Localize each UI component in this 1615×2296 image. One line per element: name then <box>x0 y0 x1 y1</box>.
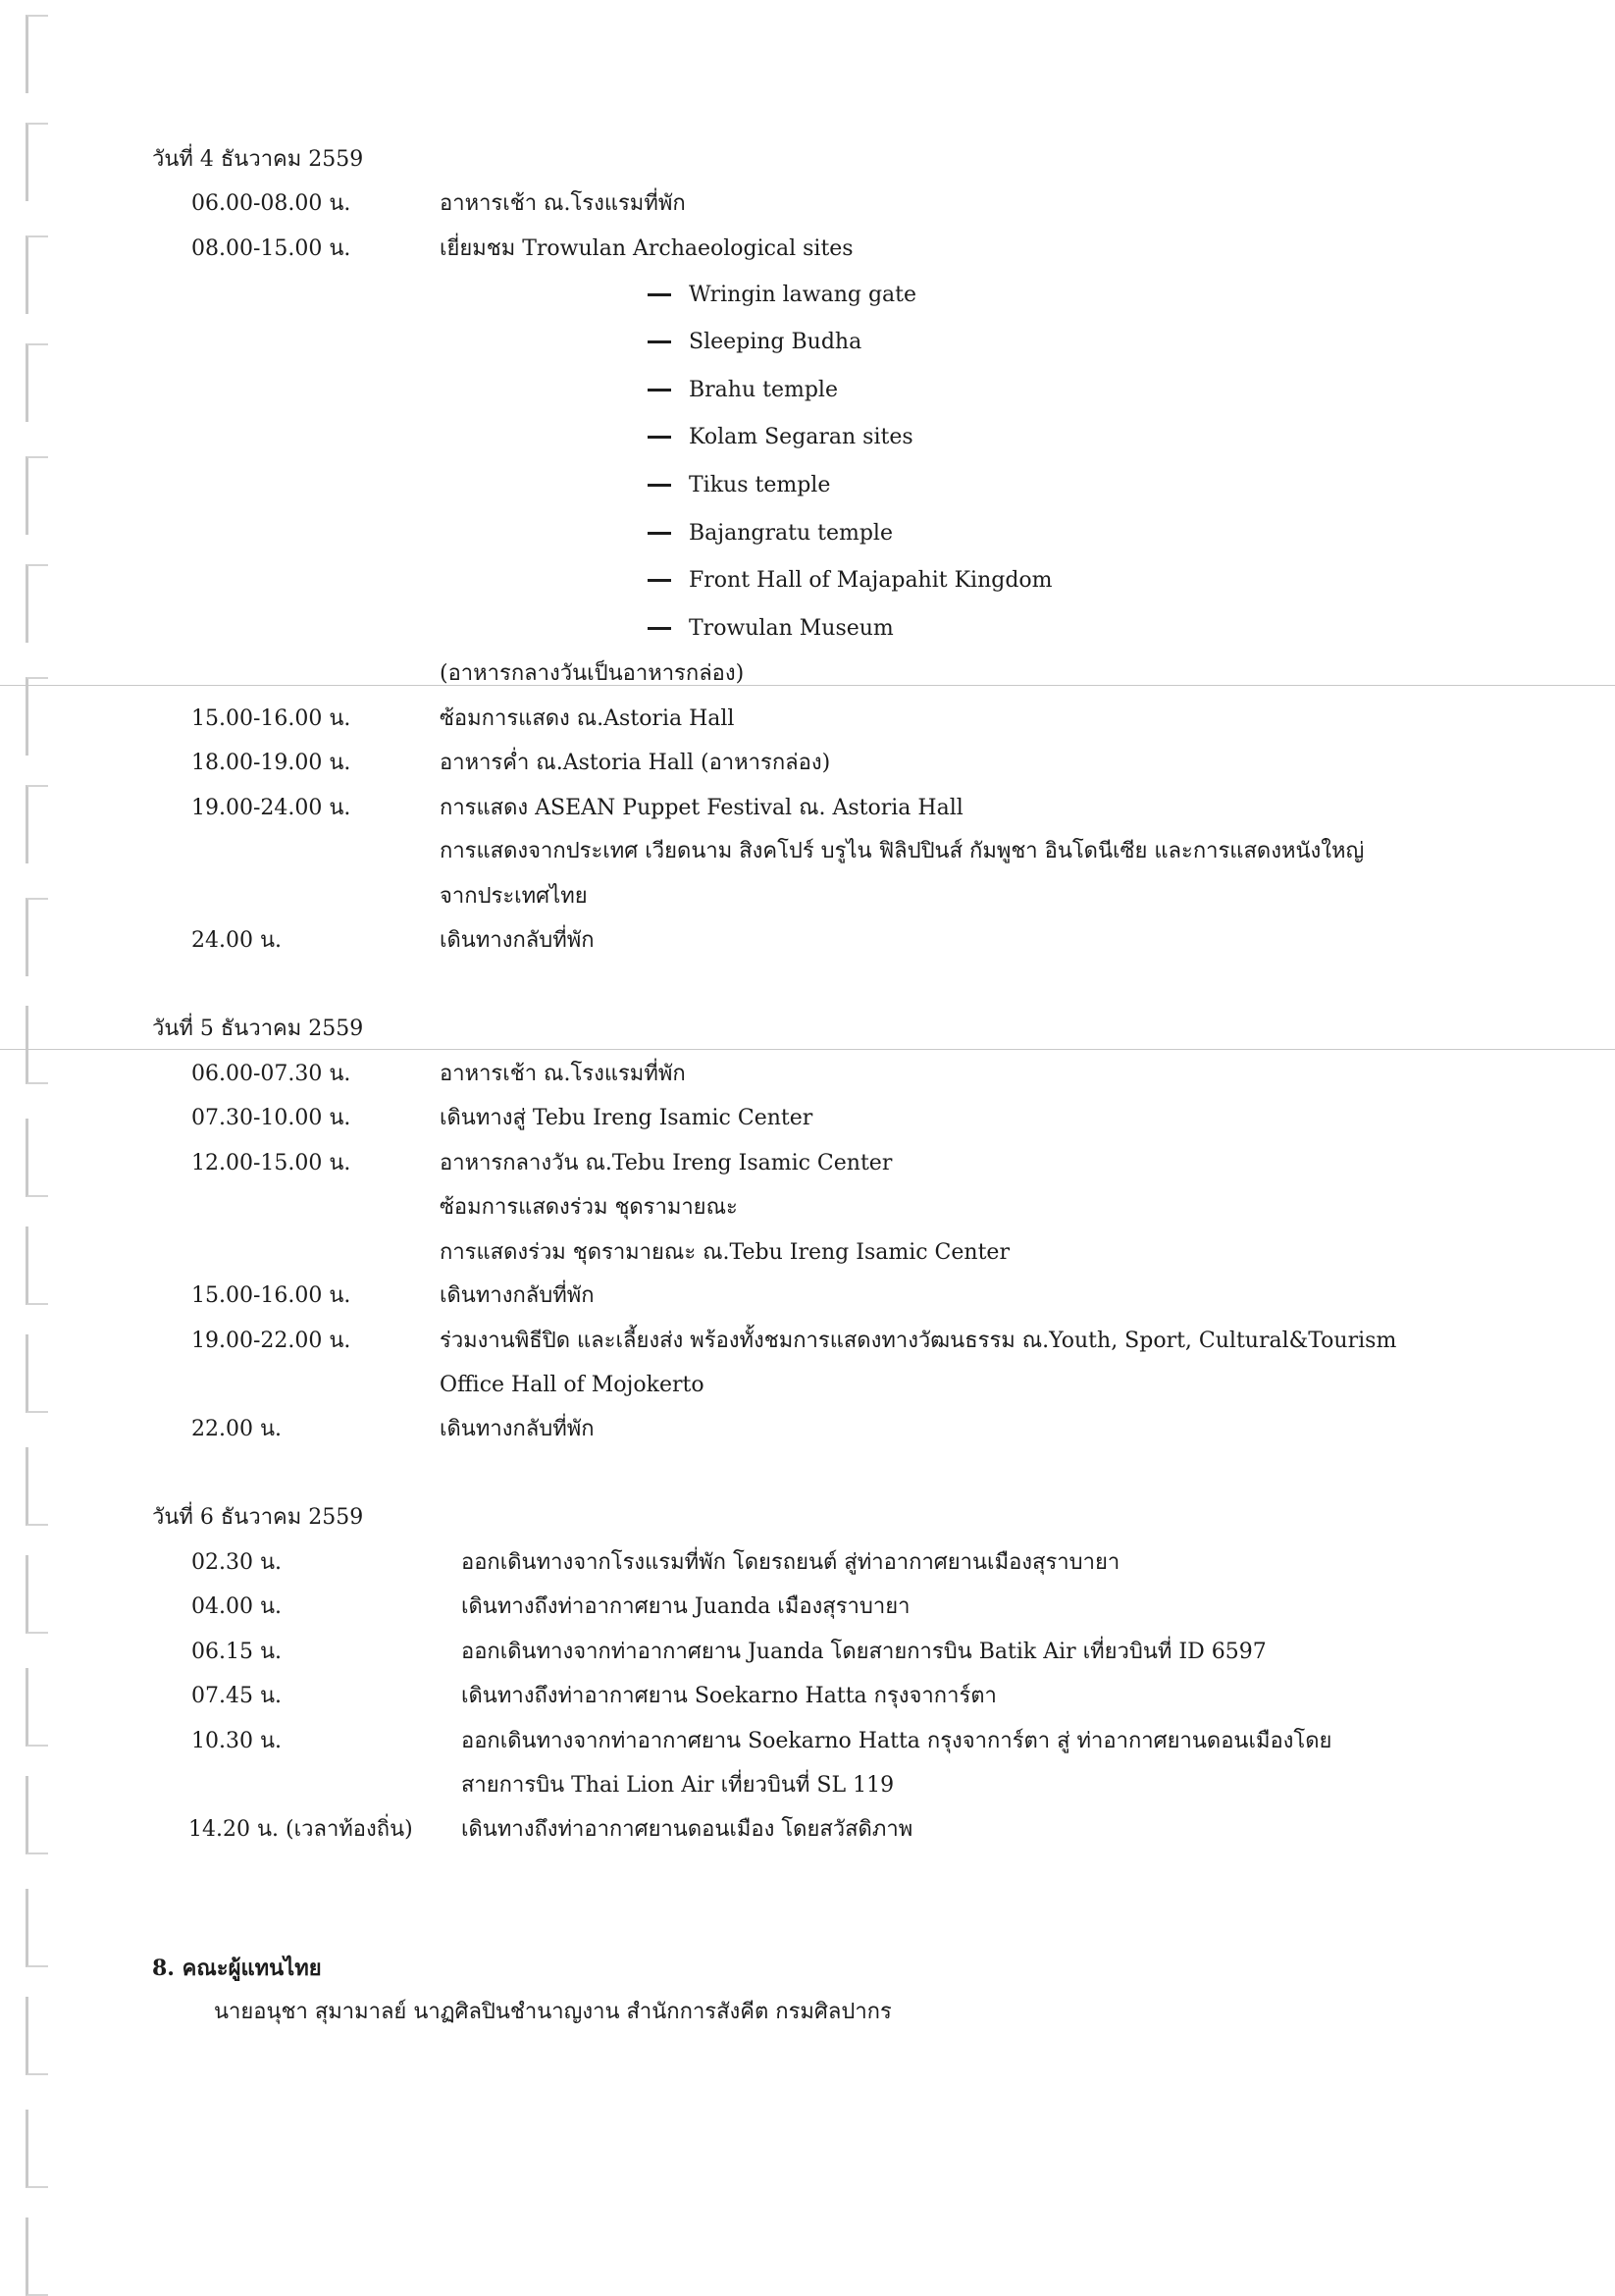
schedule-activity: เดินทางกลับที่พัก <box>440 1417 595 1441</box>
dash-bullet <box>648 293 671 296</box>
schedule-time: 10.30 น. <box>191 1729 283 1753</box>
schedule-time: 12.00-15.00 น. <box>191 1151 351 1175</box>
binder-mark <box>26 343 48 422</box>
dash-bullet <box>648 627 671 630</box>
binder-mark <box>26 1668 48 1747</box>
site-name: Tikus temple <box>689 473 831 497</box>
binder-mark <box>26 1555 48 1634</box>
binder-mark <box>26 677 48 756</box>
binder-mark <box>26 1006 48 1084</box>
schedule-activity: เยี่ยมชม Trowulan Archaeological sites <box>440 236 854 261</box>
schedule-activity: เดินทางถึงท่าอากาศยานดอนเมือง โดยสวัสดิภาพ <box>461 1817 913 1842</box>
binder-mark <box>26 1889 48 1967</box>
day6-heading: วันที่ 6 ธันวาคม 2559 <box>152 1505 364 1530</box>
schedule-activity: ออกเดินทางจากท่าอากาศยาน Soekarno Hatta กรุงจาการ์ตา สู่ ท่าอากาศยานดอนเมืองโดย <box>461 1729 1332 1753</box>
binder-mark <box>26 456 48 535</box>
schedule-activity: อาหารเช้า ณ.โรงแรมที่พัก <box>440 191 686 216</box>
schedule-time: 24.00 น. <box>191 928 283 953</box>
binder-mark <box>26 1447 48 1526</box>
schedule-activity: Office Hall of Mojokerto <box>440 1373 704 1397</box>
schedule-time: 22.00 น. <box>191 1417 283 1441</box>
schedule-time: 18.00-19.00 น. <box>191 751 351 775</box>
binder-mark <box>26 898 48 976</box>
site-name: Brahu temple <box>689 378 838 402</box>
schedule-activity: เดินทางถึงท่าอากาศยาน Juanda เมืองสุราบายา <box>461 1594 911 1619</box>
schedule-time: 06.00-07.30 น. <box>191 1062 351 1086</box>
section-body: นายอนุชา สุมามาลย์ นาฏศิลปินชำนาญงาน สำนักการสังคีต กรมศิลปากร <box>214 2000 892 2024</box>
binder-mark <box>26 15 48 93</box>
schedule-activity: ซ้อมการแสดง ณ.Astoria Hall <box>440 706 735 731</box>
dash-bullet <box>648 340 671 343</box>
schedule-activity: เดินทางกลับที่พัก <box>440 928 595 953</box>
dash-bullet <box>648 484 671 487</box>
binder-mark <box>26 564 48 643</box>
binder-mark <box>26 1997 48 2075</box>
binder-mark <box>26 1334 48 1413</box>
binder-mark <box>26 2110 48 2188</box>
day4-heading: วันที่ 4 ธันวาคม 2559 <box>152 147 364 172</box>
schedule-activity: ออกเดินทางจากท่าอากาศยาน Juanda โดยสายการบิน Batik Air เที่ยวบินที่ ID 6597 <box>461 1640 1267 1664</box>
binder-mark <box>26 123 48 201</box>
schedule-activity: อาหารกลางวัน ณ.Tebu Ireng Isamic Center <box>440 1151 893 1175</box>
schedule-activity: อาหารค่ำ ณ.Astoria Hall (อาหารกล่อง) <box>440 751 831 775</box>
schedule-activity: ออกเดินทางจากโรงแรมที่พัก โดยรถยนต์ สู่ท่าอากาศยานเมืองสุราบายา <box>461 1550 1120 1575</box>
lunch-note: (อาหารกลางวันเป็นอาหารกล่อง) <box>440 661 745 686</box>
fold-line <box>0 1049 1615 1050</box>
binder-mark <box>26 785 48 863</box>
binder-mark <box>26 2218 48 2296</box>
site-name: Trowulan Museum <box>689 616 894 641</box>
schedule-time: 06.15 น. <box>191 1640 283 1664</box>
schedule-time: 08.00-15.00 น. <box>191 236 351 261</box>
schedule-activity: ซ้อมการแสดงร่วม ชุดรามายณะ <box>440 1195 738 1220</box>
section-title: 8. คณะผู้แทนไทย <box>152 1956 322 1981</box>
schedule-activity: การแสดง ASEAN Puppet Festival ณ. Astoria Hall <box>440 796 964 820</box>
schedule-activity: สายการบิน Thai Lion Air เที่ยวบินที่ SL 119 <box>461 1773 895 1798</box>
binder-mark <box>26 1776 48 1854</box>
dash-bullet <box>648 579 671 582</box>
schedule-time: 15.00-16.00 น. <box>191 1283 351 1308</box>
dash-bullet <box>648 389 671 391</box>
schedule-time: 04.00 น. <box>191 1594 283 1619</box>
schedule-activity: การแสดงร่วม ชุดรามายณะ ณ.Tebu Ireng Isamic Center <box>440 1240 1010 1265</box>
binder-mark <box>26 1226 48 1305</box>
schedule-activity: อาหารเช้า ณ.โรงแรมที่พัก <box>440 1062 686 1086</box>
dash-bullet <box>648 436 671 439</box>
site-name: Wringin lawang gate <box>689 283 917 307</box>
schedule-time: 19.00-24.00 น. <box>191 796 351 820</box>
site-name: Bajangratu temple <box>689 521 893 546</box>
schedule-activity: จากประเทศไทย <box>440 884 588 909</box>
dash-bullet <box>648 532 671 535</box>
schedule-activity: เดินทางสู่ Tebu Ireng Isamic Center <box>440 1106 813 1130</box>
day5-heading: วันที่ 5 ธันวาคม 2559 <box>152 1017 364 1041</box>
schedule-time: 19.00-22.00 น. <box>191 1329 351 1353</box>
schedule-time: 02.30 น. <box>191 1550 283 1575</box>
schedule-activity: เดินทางกลับที่พัก <box>440 1283 595 1308</box>
schedule-activity: เดินทางถึงท่าอากาศยาน Soekarno Hatta กรุงจาการ์ตา <box>461 1684 997 1708</box>
binder-mark <box>26 235 48 314</box>
schedule-activity: ร่วมงานพิธีปิด และเลี้ยงส่ง พร้องทั้งชมการแสดงทางวัฒนธรรม ณ.Youth, Sport, Cultural&Tourism <box>440 1329 1397 1353</box>
schedule-time: 07.30-10.00 น. <box>191 1106 351 1130</box>
schedule-time: 15.00-16.00 น. <box>191 706 351 731</box>
schedule-time: 07.45 น. <box>191 1684 283 1708</box>
schedule-time: 14.20 น. (เวลาท้องถิ่น) <box>188 1817 413 1842</box>
site-name: Sleeping Budha <box>689 330 862 354</box>
binder-mark <box>26 1119 48 1197</box>
site-name: Front Hall of Majapahit Kingdom <box>689 568 1053 593</box>
schedule-time: 06.00-08.00 น. <box>191 191 351 216</box>
fold-line <box>0 685 1615 686</box>
site-name: Kolam Segaran sites <box>689 425 913 449</box>
schedule-activity: การแสดงจากประเทศ เวียดนาม สิงคโปร์ บรูไน ฟิลิปปินส์ กัมพูชา อินโดนีเซีย และการแสดงหนังใหญ่ <box>440 839 1365 863</box>
